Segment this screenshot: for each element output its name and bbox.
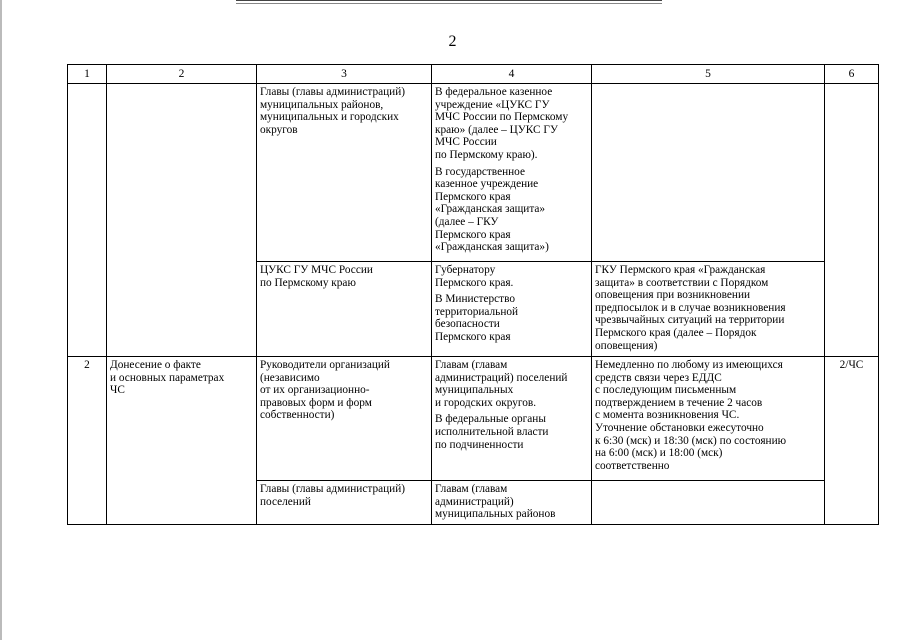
- header-cell: 1: [68, 65, 107, 84]
- reporting-table: [67, 64, 879, 525]
- header-cell: 2: [107, 65, 257, 84]
- table-row: [68, 357, 879, 481]
- recipient-cell: Главам (главам администраций) муниципальных районов: [432, 481, 592, 525]
- form-code-cell: [825, 84, 879, 357]
- header-cell: 4: [432, 65, 592, 84]
- header-cell: 6: [825, 65, 879, 84]
- sender-cell: ЦУКС ГУ МЧС России по Пермскому краю: [257, 262, 432, 357]
- recipient-paragraph: В Министерство территориальной безопасности Пермского края: [435, 293, 519, 343]
- report-type-cell: Донесение о факте и основных параметрах ЧС: [107, 357, 257, 525]
- sender-cell: Главы (главы администраций) поселений: [257, 481, 432, 525]
- sender-cell: Главы (главы администраций) муниципальных районов, муниципальных и городских округов: [257, 84, 432, 262]
- timing-cell: [592, 84, 825, 262]
- timing-cell: [592, 481, 825, 525]
- top-rule-secondary: [236, 3, 662, 4]
- sender-cell: Руководители организаций (независимо от их организационно- правовых форм и форм собственности): [257, 357, 432, 481]
- table-row: [68, 84, 879, 262]
- top-rule: [236, 0, 662, 1]
- report-type-cell: [107, 84, 257, 357]
- table-header-row: [68, 65, 879, 84]
- form-code-cell: 2/ЧС: [825, 357, 879, 525]
- row-number-cell: 2: [68, 357, 107, 525]
- recipient-paragraph: Главам (главам администраций) поселений муниципальных и городских округов.: [435, 359, 568, 409]
- scan-edge: [0, 0, 2, 640]
- recipient-cell: [432, 357, 592, 481]
- timing-cell: Немедленно по любому из имеющихся средств связи через ЕДДС с последующим письменным подтверждением в течение 2 часов с момента возникновения ЧС. Уточнение обстановки ежесуточно к 6:30 (мск) и 18:30 (мск) по состоянию на 6:00 (мск) и 18:00 (мск) соответственно: [592, 357, 825, 481]
- recipient-paragraph: В федеральное казенное учреждение «ЦУКС ГУ МЧС России по Пермскому краю» (далее – ЦУКС ГУ МЧС России по Пермскому краю).: [435, 86, 569, 161]
- header-cell: 5: [592, 65, 825, 84]
- recipient-paragraph: В государственное казенное учреждение Пермского края «Гражданская защита» (далее – ГКУ Пермского края «Гражданская защита»): [435, 165, 549, 254]
- recipient-paragraph: В федеральные органы исполнительной власти по подчиненности: [435, 413, 549, 451]
- row-number-cell: [68, 84, 107, 357]
- page-number: 2: [448, 33, 457, 50]
- header-cell: 3: [257, 65, 432, 84]
- recipient-paragraph: Губернатору Пермского края.: [435, 264, 514, 289]
- timing-cell: ГКУ Пермского края «Гражданская защита» в соответствии с Порядком оповещения при возникновении предпосылок и в случае возникновения чрезвычайных ситуаций на территории Пермского края (далее – Порядок оповещения): [592, 262, 825, 357]
- recipient-cell: [432, 262, 592, 357]
- recipient-cell: [432, 84, 592, 262]
